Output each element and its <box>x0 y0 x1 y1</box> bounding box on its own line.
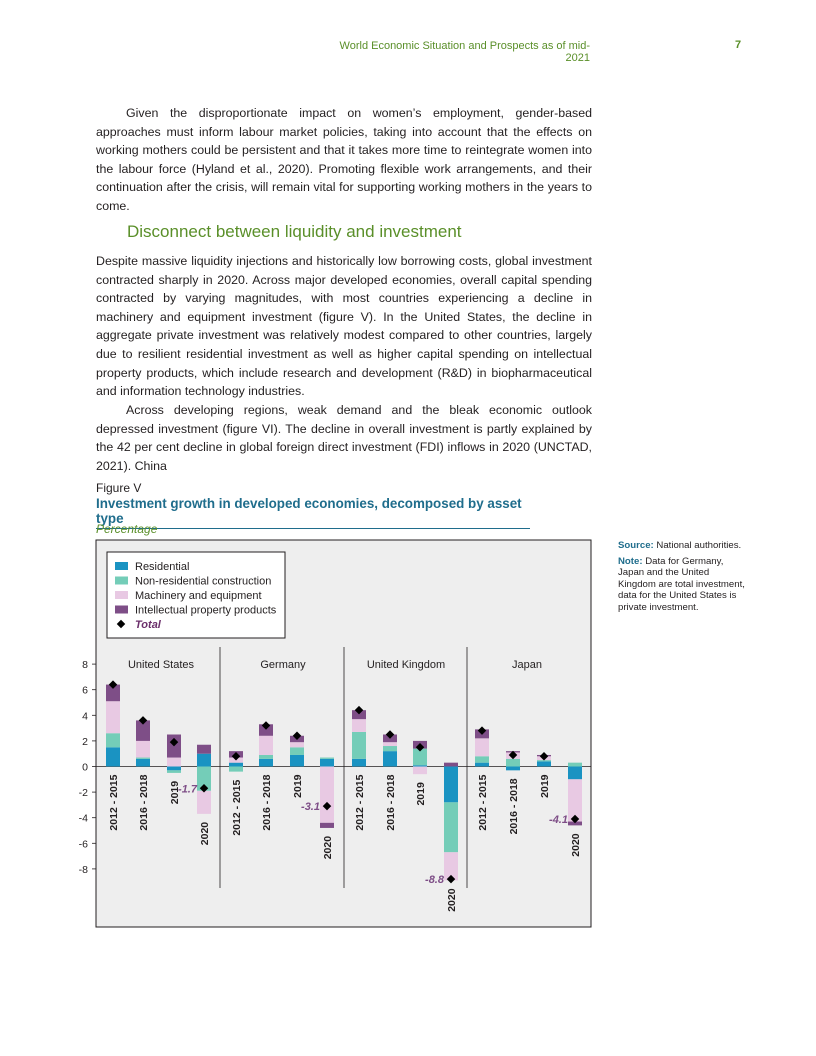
bar-segment <box>229 763 243 767</box>
source-text: National authorities. <box>656 540 742 551</box>
figure-title: Investment growth in developed economies, decomposed by asset type <box>96 496 530 529</box>
bar-segment <box>290 742 304 747</box>
legend-label: Intellectual property products <box>135 604 277 617</box>
period-label: 2020 <box>446 888 458 912</box>
bar-segment <box>320 823 334 828</box>
bar-segment <box>568 767 582 780</box>
group-name: Japan <box>512 659 542 671</box>
y-tick-label: 6 <box>82 684 88 697</box>
running-title: World Economic Situation and Prospects as of mid-2021 <box>339 40 590 64</box>
bar-segment <box>106 733 120 747</box>
bar-segment <box>383 751 397 766</box>
bar-segment <box>568 763 582 767</box>
section-heading: Disconnect between liquidity and investment <box>127 222 462 241</box>
period-label: 2012 - 2015 <box>477 774 489 831</box>
page-number: 7 <box>735 39 742 51</box>
bar-segment <box>383 746 397 751</box>
bar-segment <box>444 767 458 803</box>
bar-segment <box>352 719 366 732</box>
paragraph: Across developing regions, weak demand and the bleak economic outlook depressed investment (figure VI). The decline in overall investment is partly explained by the 42 per cent decline in global foreign direct investment (FDI) inflows in 2020 (UNCTAD, 2021). China <box>96 403 592 473</box>
bar-segment <box>229 767 243 772</box>
bar-segment <box>352 759 366 767</box>
period-label: 2020 <box>322 835 334 860</box>
bar-segment <box>290 755 304 767</box>
legend-label: Non-residential construction <box>135 575 272 588</box>
y-tick-label: -2 <box>78 787 88 800</box>
bar-segment <box>352 732 366 759</box>
bar-segment <box>290 747 304 755</box>
legend-label: Residential <box>135 561 190 573</box>
note-text: Data for Germany, Japan and the United Kingdom are total investment, data for the United States is private investment. <box>618 555 745 613</box>
figure-notes <box>618 540 748 618</box>
period-label: 2012 - 2015 <box>231 779 243 836</box>
bar-segment <box>320 767 334 823</box>
bar-segment <box>383 742 397 746</box>
bar-segment <box>167 758 181 767</box>
group-name: United States <box>127 659 195 671</box>
y-tick-label: 2 <box>82 735 88 748</box>
period-label: 2020 <box>570 833 582 857</box>
y-tick-label: -4 <box>78 812 88 825</box>
bar-segment <box>136 741 150 758</box>
bar-segment <box>413 765 427 766</box>
total-label: -3.1 <box>301 801 320 814</box>
bar-segment <box>167 767 181 771</box>
paragraph: Given the disproportionate impact on women’s employment, gender-based approaches must inform labour market policies, taking into account that the effects on working mothers could be persistent and that it takes more time to reintegrate women into the labour force (Hyland et al., 2020). Promoting flexible work arrangements, and their continuation after the crisis, will remain vital for supporting working mothers in the years to come. <box>96 106 592 213</box>
bar-segment <box>259 736 273 755</box>
bar-segment <box>537 761 551 766</box>
bar-segment <box>320 758 334 759</box>
legend-label: Total <box>135 619 161 631</box>
period-label: 2019 <box>539 774 551 798</box>
bar-segment <box>444 802 458 852</box>
bar-segment <box>197 754 211 767</box>
y-tick-label: -8 <box>78 863 88 876</box>
bar-segment <box>475 763 489 767</box>
bar-segment <box>106 701 120 733</box>
figure-subtitle: Percentage <box>96 522 158 536</box>
period-label: 2012 - 2015 <box>354 774 366 831</box>
group-name: United Kingdom <box>366 659 446 671</box>
period-label: 2016 - 2018 <box>508 778 520 835</box>
bar-segment <box>197 745 211 754</box>
y-tick-label: -6 <box>78 838 88 851</box>
period-label: 2016 - 2018 <box>385 774 397 831</box>
figure-label: Figure V <box>96 481 142 495</box>
legend-swatch <box>115 577 128 585</box>
total-label: -8.8 <box>425 874 444 887</box>
period-label: 2019 <box>415 782 427 806</box>
bar-segment <box>475 738 489 756</box>
total-label: -4.1 <box>549 813 568 826</box>
period-label: 2016 - 2018 <box>138 774 150 831</box>
bar-segment <box>444 763 458 767</box>
legend-swatch <box>115 606 128 614</box>
total-label: -1.7 <box>178 783 197 796</box>
legend-label: Machinery and equipment <box>135 590 262 602</box>
bar-segment <box>197 791 211 814</box>
period-label: 2019 <box>292 774 304 798</box>
legend-swatch <box>115 562 128 570</box>
y-tick-label: 8 <box>82 659 88 672</box>
note-label: Note: <box>618 555 643 567</box>
period-label: 2020 <box>199 821 211 846</box>
y-tick-label: 0 <box>82 761 88 774</box>
bar-segment <box>413 767 427 775</box>
y-tick-label: 4 <box>82 710 88 723</box>
bar-segment <box>167 770 181 773</box>
period-label: 2016 - 2018 <box>261 774 273 831</box>
paragraph: Despite massive liquidity injections and historically low borrowing costs, global investment contracted sharply in 2020. Across major developed economies, overall capital spending contracted by varying magnitudes, with most countries experiencing a decline in machinery and equipment investment (figure V). In the United States, the decline in aggregate private investment was relatively modest compared to other countries, largely due to resilient residential investment as well as higher capital spending on intellectual property products, which include research and development (R&D) in biopharmaceutical and information technology industries. <box>96 254 592 399</box>
bar-segment <box>320 759 334 767</box>
period-label: 2019 <box>169 780 181 805</box>
bar-segment <box>259 759 273 767</box>
bar-segment <box>136 758 150 759</box>
bar-segment <box>259 755 273 759</box>
legend-swatch <box>115 591 128 599</box>
group-name: Germany <box>260 659 306 671</box>
period-label: 2012 - 2015 <box>108 774 120 831</box>
bar-segment <box>106 747 120 766</box>
bar-segment <box>506 767 520 771</box>
bar-segment <box>475 756 489 762</box>
bar-segment <box>506 759 520 767</box>
bar-segment <box>136 759 150 767</box>
source-label: Source: <box>618 540 654 551</box>
